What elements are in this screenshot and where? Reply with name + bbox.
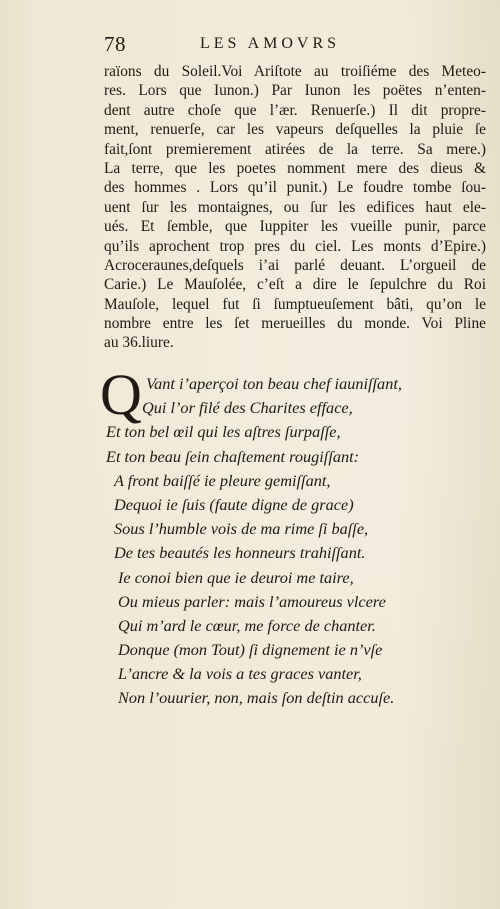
commentary-line: ués. Et ſemble, que Iuppiter les vueille punir, parce xyxy=(104,218,486,236)
verse-line: L’ancre & la vois a tes graces vanter, xyxy=(118,664,362,684)
verse-line: Qui m’ard le cœur, me force de chanter. xyxy=(118,615,376,635)
verse-line: Qui l’or filé des Charites efface, xyxy=(142,398,353,418)
verse-line: Ou mieus parler: mais l’amoureus vlcere xyxy=(118,591,386,611)
commentary-line: Carie.) Le Mauſolée, c’eſt a dire le ſepulchre du Roi xyxy=(104,276,486,294)
commentary-line: qu’ils aprochent trop pres du ciel. Les monts d’Epire.) xyxy=(104,237,486,255)
commentary-line: nombre entre les ſet merueilles du monde. Voi Pline xyxy=(104,315,486,333)
sonnet xyxy=(100,362,486,711)
commentary-line: des hommes . Lors qu’il punit.) Le foudre tombe ſou- xyxy=(104,179,486,197)
verse-line: Ie conoi bien que ie deuroi me taire, xyxy=(118,567,354,587)
commentary-line: Mauſole, lequel fut ſi ſumptueuſement bâti, qu’on le xyxy=(104,295,486,313)
verse-line: Sous l’humble vois de ma rime ſi baſſe, xyxy=(114,519,369,539)
commentary-line: dent autre choſe que l’ær. Renuerſe.) Il dit propre- xyxy=(104,101,486,119)
commentary-line: fait,ſont premierement atirées de la terre. Sa mere.) xyxy=(104,140,486,158)
verse-line: A front baiſſé ie pleure gemiſſant, xyxy=(114,470,331,490)
verse-line: Et ton beau ſein chaſtement rougiſſant: xyxy=(106,446,360,466)
verse-line: Dequoi ie ſuis (faute digne de grace) xyxy=(114,494,354,514)
commentary-line: ment, renuerſe, car les vapeurs deſquelles la pluie ſe xyxy=(104,121,486,139)
commentary-line: raïons du Soleil.Voi Ariſtote au troiſiéme des Meteo- xyxy=(104,63,486,80)
commentary-line: Acroceraunes,deſquels i’ai parlé deuant. L’orgueil de xyxy=(104,256,486,274)
running-head: LES AMOVRS xyxy=(200,35,341,52)
page-number: 78 xyxy=(104,32,126,56)
commentary-line: La terre, que les poetes nomment mere des dieus & xyxy=(104,159,486,177)
verse-line: Donque (mon Tout) ſi dignement ie n’vſe xyxy=(118,640,383,660)
drop-cap: Q xyxy=(100,362,142,427)
verse-line: Non l’ouurier, non, mais ſon deſtin accuſe. xyxy=(118,688,395,708)
verse-line: De tes beautés les honneurs trahiſſant. xyxy=(114,543,366,563)
page-header xyxy=(104,32,486,58)
commentary-line: res. Lors que Iunon.) Par Iunon les poëtes n’enten- xyxy=(104,82,486,100)
verse-line: Et ton bel œil qui les aſtres ſurpaſſe, xyxy=(106,422,341,442)
verse-line: Vant i’aperçoi ton beau chef iauniſſant, xyxy=(146,374,402,393)
commentary-line: uent ſur les montaignes, ou ſur les edifices haut ele- xyxy=(104,198,486,216)
commentary-line: au 36.liure. xyxy=(104,334,174,352)
commentary-block xyxy=(104,62,486,353)
